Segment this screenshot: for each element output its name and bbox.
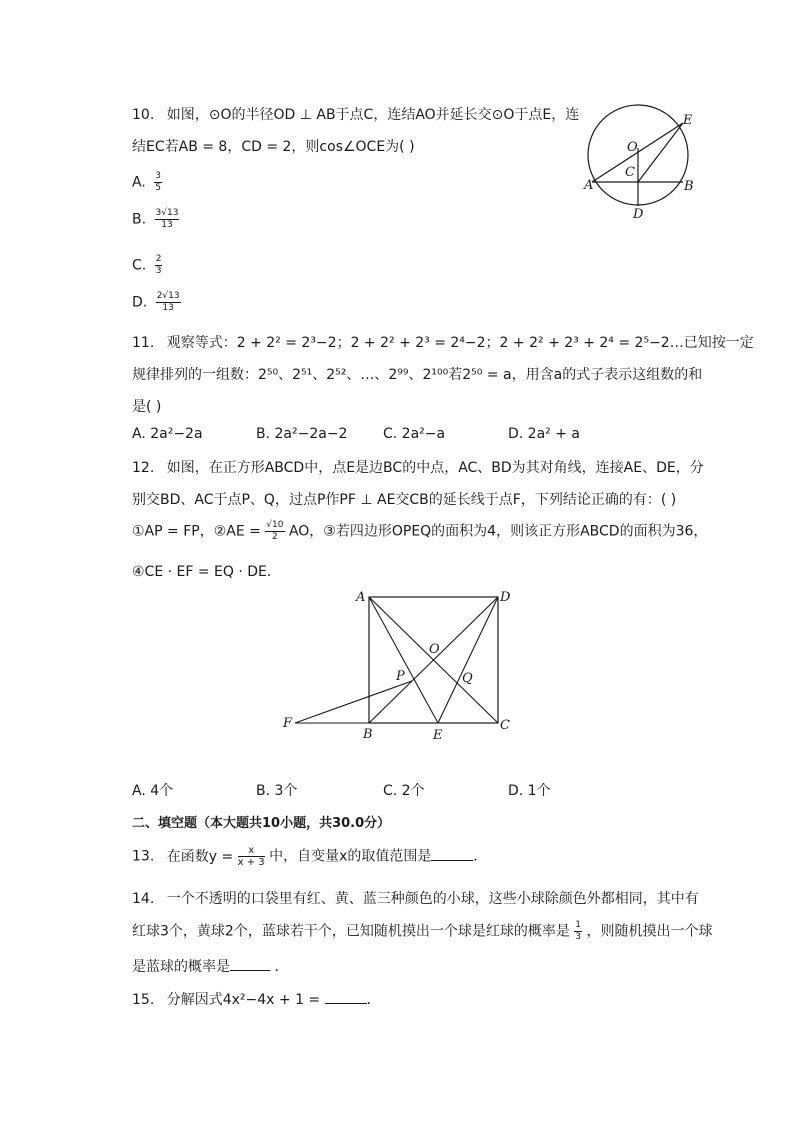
q12-option-d[interactable]: D. 1个 <box>508 783 551 799</box>
q14-answer-blank[interactable] <box>230 970 270 971</box>
q10-option-d[interactable]: D. $\frac{2√13}{13}$ <box>132 291 180 313</box>
label-b: B <box>363 727 373 742</box>
label-d: D <box>500 590 511 605</box>
q13-stem: 13. 在函数y = $\frac{x}{x + 3}$ 中，自变量x的取值范围是 ． <box>132 845 488 868</box>
label-b: B <box>684 179 694 194</box>
q11-option-b[interactable]: B. 2a²−2a−2 <box>256 426 348 442</box>
q11-number: 11. <box>132 335 155 351</box>
label-f: F <box>283 716 293 731</box>
q11-option-a[interactable]: A. 2a²−2a <box>132 426 203 442</box>
line-pf <box>295 681 412 723</box>
q10-option-b[interactable]: B. $\frac{3√13}{13}$ <box>132 208 179 230</box>
q11-option-d[interactable]: D. 2a² + a <box>508 426 580 442</box>
q12-option-b[interactable]: B. 3个 <box>256 783 298 799</box>
label-d: D <box>633 207 644 222</box>
q12-square-figure <box>280 585 520 745</box>
line-de <box>438 597 498 723</box>
label-a: A <box>356 590 366 605</box>
q12-option-c[interactable]: C. 2个 <box>383 783 425 799</box>
q10-text-line1 <box>132 104 579 124</box>
label-c: C <box>500 718 510 733</box>
label-p: P <box>396 669 405 684</box>
label-e: E <box>683 113 693 128</box>
q12-stem-2: 别交BD、AC于点P、Q，过点P作PF ⊥ AE交CB的延长线于点F，下列结论正确的有：( ) <box>132 492 677 508</box>
label-q: Q <box>462 671 473 686</box>
q15-number: 15. <box>132 992 155 1008</box>
q14-stem-1: 14. 一个不透明的口袋里有红、黄、蓝三种颜色的小球，这些小球除颜色外都相同，其中有 <box>132 891 699 907</box>
q14-stem-2: 红球3个，黄球2个，蓝球若干个，已知随机摸出一个球是红球的概率是 $\frac{1}{3}$ ，则随机摸出一个球 <box>132 920 713 942</box>
q10-option-c[interactable]: C. $\frac{2}{3}$ <box>132 254 162 276</box>
q14-stem-3: 是蓝球的概率是 ． <box>132 959 289 975</box>
q12-stem-3: ①AP = FP，②AE = $\frac{√10}{2}$ AO，③若四边形OPEQ的面积为4，则该正方形ABCD的面积为36， <box>132 520 708 542</box>
label-c: C <box>625 165 635 180</box>
label-o: O <box>627 140 638 155</box>
q13-answer-blank[interactable] <box>431 860 473 861</box>
q15-answer-blank[interactable] <box>325 1003 367 1004</box>
q12-stem-1: 12. 如图，在正方形ABCD中，点E是边BC的中点，AC、BD为其对角线，连接AE、DE，分 <box>132 460 704 476</box>
q10-circle-figure <box>580 96 700 226</box>
q10-stem-2: 结EC若AB = 8，CD = 2，则cos∠OCE为( ) <box>132 139 415 155</box>
label-o: O <box>429 642 440 657</box>
line-ec <box>638 123 683 182</box>
q12-number: 12. <box>132 460 155 476</box>
q14-number: 14. <box>132 891 155 907</box>
q11-option-c[interactable]: C. 2a²−a <box>383 426 446 442</box>
q15-stem: 15. 分解因式4x²−4x + 1 = ． <box>132 992 381 1008</box>
q11-stem-2: 规律排列的一组数：2⁵⁰、2⁵¹、2⁵²、…、2⁹⁹、2¹⁰⁰若2⁵⁰ = a，用含a的式子表示这组数的和 <box>132 367 703 383</box>
q11-stem-1: 11. 观察等式：2 + 2² = 2³−2；2 + 2² + 2³ = 2⁴−2；2 + 2² + 2³ + 2⁴ = 2⁵−2…已知按一定 <box>132 335 754 351</box>
q10-number: 10. <box>132 107 155 123</box>
label-e: E <box>433 728 443 743</box>
q12-option-a[interactable]: A. 4个 <box>132 783 174 799</box>
q12-stem-4: ④CE · EF = EQ · DE． <box>132 564 281 580</box>
line-ae <box>369 597 438 723</box>
q10-option-a[interactable]: A. $\frac{3}{5}$ <box>132 171 161 193</box>
label-a: A <box>584 178 594 193</box>
q11-stem-3: 是( ) <box>132 399 162 415</box>
q10-stem-1: 如图，⊙O的半径OD ⊥ AB于点C，连结AO并延长交⊙O于点E，连 <box>166 107 580 123</box>
section-fill-in-header: 二、填空题（本大题共10小题，共30.0分） <box>132 816 391 831</box>
q13-number: 13. <box>132 848 155 865</box>
